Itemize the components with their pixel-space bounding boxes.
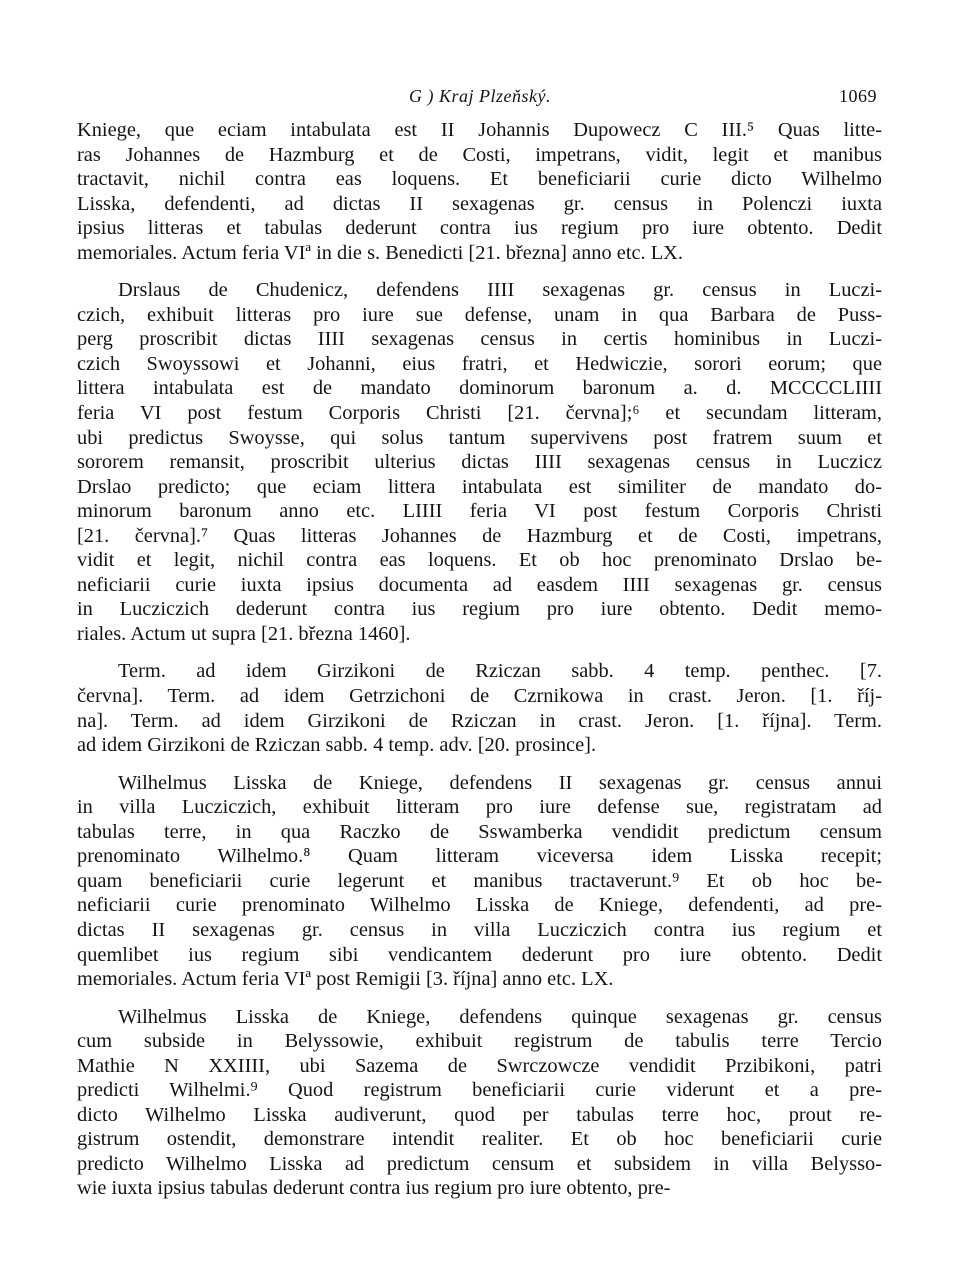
- text-line: predicti Wilhelmi.⁹ Quod registrum beneficiarii curie viderunt et a pre-: [77, 1079, 882, 1102]
- text-line: perg proscribit dictas IIII sexagenas census in certis hominibus in Luczi-: [77, 328, 882, 351]
- text-line: memoriales. Actum feria VIª post Remigii [3. října] anno etc. LX.: [77, 968, 614, 991]
- text-line: ubi predictus Swoysse, qui solus tantum supervivens post fratrem suum et: [77, 426, 882, 449]
- text-line: na]. Term. ad idem Girzikoni de Rziczan in crast. Jeron. [1. října]. Term.: [77, 709, 882, 732]
- text-line: neficiarii curie iuxta ipsius documenta ad easdem IIII sexagenas gr. census: [77, 573, 882, 596]
- text-line: Term. ad idem Girzikoni de Rziczan sabb. 4 temp. penthec. [7.: [118, 660, 882, 683]
- text-line: littera intabulata est de mandato dominorum baronum a. d. MCCCCLIIII: [77, 377, 882, 400]
- running-head-title: G ) Kraj Plzeňský.: [409, 86, 551, 106]
- text-line: vidit et legit, nichil contra eas loquens. Et ob hoc prenominato Drslao be-: [77, 549, 882, 572]
- text-line: predicto Wilhelmo Lisska ad predictum censum et subsidem in villa Belysso-: [77, 1152, 882, 1175]
- text-line: minorum baronum anno etc. LIIII feria VI post festum Corporis Christi: [77, 500, 882, 523]
- page-number: 1069: [839, 86, 877, 106]
- text-line: riales. Actum ut supra [21. března 1460].: [77, 622, 411, 645]
- text-line: dictas II sexagenas gr. census in villa Lucziczich contra ius regium et: [77, 918, 882, 941]
- text-line: quam beneficiarii curie legerunt et manibus tractaverunt.⁹ Et ob hoc be-: [77, 869, 882, 892]
- text-line: in villa Lucziczich, exhibuit litteram pro iure defense sue, registratam ad: [77, 796, 882, 819]
- text-line: června]. Term. ad idem Getrzichoni de Czrnikowa in crast. Jeron. [1. říj-: [77, 685, 882, 708]
- running-head: [0, 86, 960, 110]
- text-line: Kniege, que eciam intabulata est II Johannis Dupowecz C III.⁵ Quas litte-: [77, 119, 882, 141]
- text-line: tabulas terre, in qua Raczko de Sswamberka vendidit predictum censum: [77, 820, 882, 843]
- text-line: ras Johannes de Hazmburg et de Costi, impetrans, vidit, legit et manibus: [77, 143, 882, 166]
- text-line: [21. června].⁷ Quas litteras Johannes de Hazmburg et de Costi, impetrans,: [77, 524, 882, 547]
- text-line: Drslaus de Chudenicz, defendens IIII sexagenas gr. census in Luczi-: [118, 279, 882, 302]
- text-line: tractavit, nichil contra eas loquens. Et beneficiarii curie dicto Wilhelmo: [77, 168, 882, 191]
- text-line: memoriales. Actum feria VIª in die s. Benedicti [21. března] anno etc. LX.: [77, 241, 684, 264]
- text-line: gistrum ostendit, demonstrare intendit realiter. Et ob hoc beneficiarii curie: [77, 1128, 882, 1151]
- text-line: quemlibet ius regium sibi vendicantem dederunt pro iure obtento. Dedit: [77, 943, 882, 966]
- text-line: feria VI post festum Corporis Christi [21. června];⁶ et secundam litteram,: [77, 402, 882, 425]
- text-line: Wilhelmus Lisska de Kniege, defendens quinque sexagenas gr. census: [118, 1005, 882, 1028]
- text-line: neficiarii curie prenominato Wilhelmo Lisska de Kniege, defendenti, ad pre-: [77, 894, 882, 917]
- text-line: Lisska, defendenti, ad dictas II sexagenas gr. census in Polenczi iuxta: [77, 192, 882, 215]
- paragraph: [77, 659, 882, 757]
- text-line: czich Swoyssowi et Johanni, eius fratri, et Hedwiczie, sorori eorum; que: [77, 352, 882, 375]
- text-line: wie iuxta ipsius tabulas dederunt contra ius regium pro iure obtento, pre-: [77, 1177, 671, 1200]
- paragraph: [77, 771, 882, 992]
- text-line: dicto Wilhelmo Lisska audiverunt, quod per tabulas terre hoc, prout re-: [77, 1103, 882, 1126]
- text-line: Wilhelmus Lisska de Kniege, defendens II sexagenas gr. census annui: [118, 771, 882, 794]
- text-line: cum subside in Belyssowie, exhibuit registrum de tabulis terre Tercio: [77, 1030, 882, 1053]
- body-text: [77, 118, 882, 1201]
- paragraph: [77, 278, 882, 646]
- text-line: prenominato Wilhelmo.⁸ Quam litteram viceversa idem Lisska recepit;: [77, 845, 882, 868]
- paragraph: [77, 1005, 882, 1201]
- text-line: Drslao predicto; que eciam littera intabulata est similiter de mandato do-: [77, 475, 882, 498]
- text-line: czich, exhibuit litteras pro iure sue defense, unam in qua Barbara de Puss-: [77, 303, 882, 326]
- text-line: ad idem Girzikoni de Rziczan sabb. 4 temp. adv. [20. prosince].: [77, 734, 597, 757]
- text-line: Mathie N XXIIII, ubi Sazema de Swrczowcze vendidit Przibikoni, patri: [77, 1054, 882, 1077]
- paragraph: [77, 118, 882, 265]
- text-line: ipsius litteras et tabulas dederunt contra ius regium pro iure obtento. Dedit: [77, 217, 882, 240]
- text-line: sororem remansit, proscribit ulterius dictas IIII sexagenas census in Luczicz: [77, 451, 882, 474]
- text-line: in Lucziczich dederunt contra ius regium pro iure obtento. Dedit memo-: [77, 598, 882, 621]
